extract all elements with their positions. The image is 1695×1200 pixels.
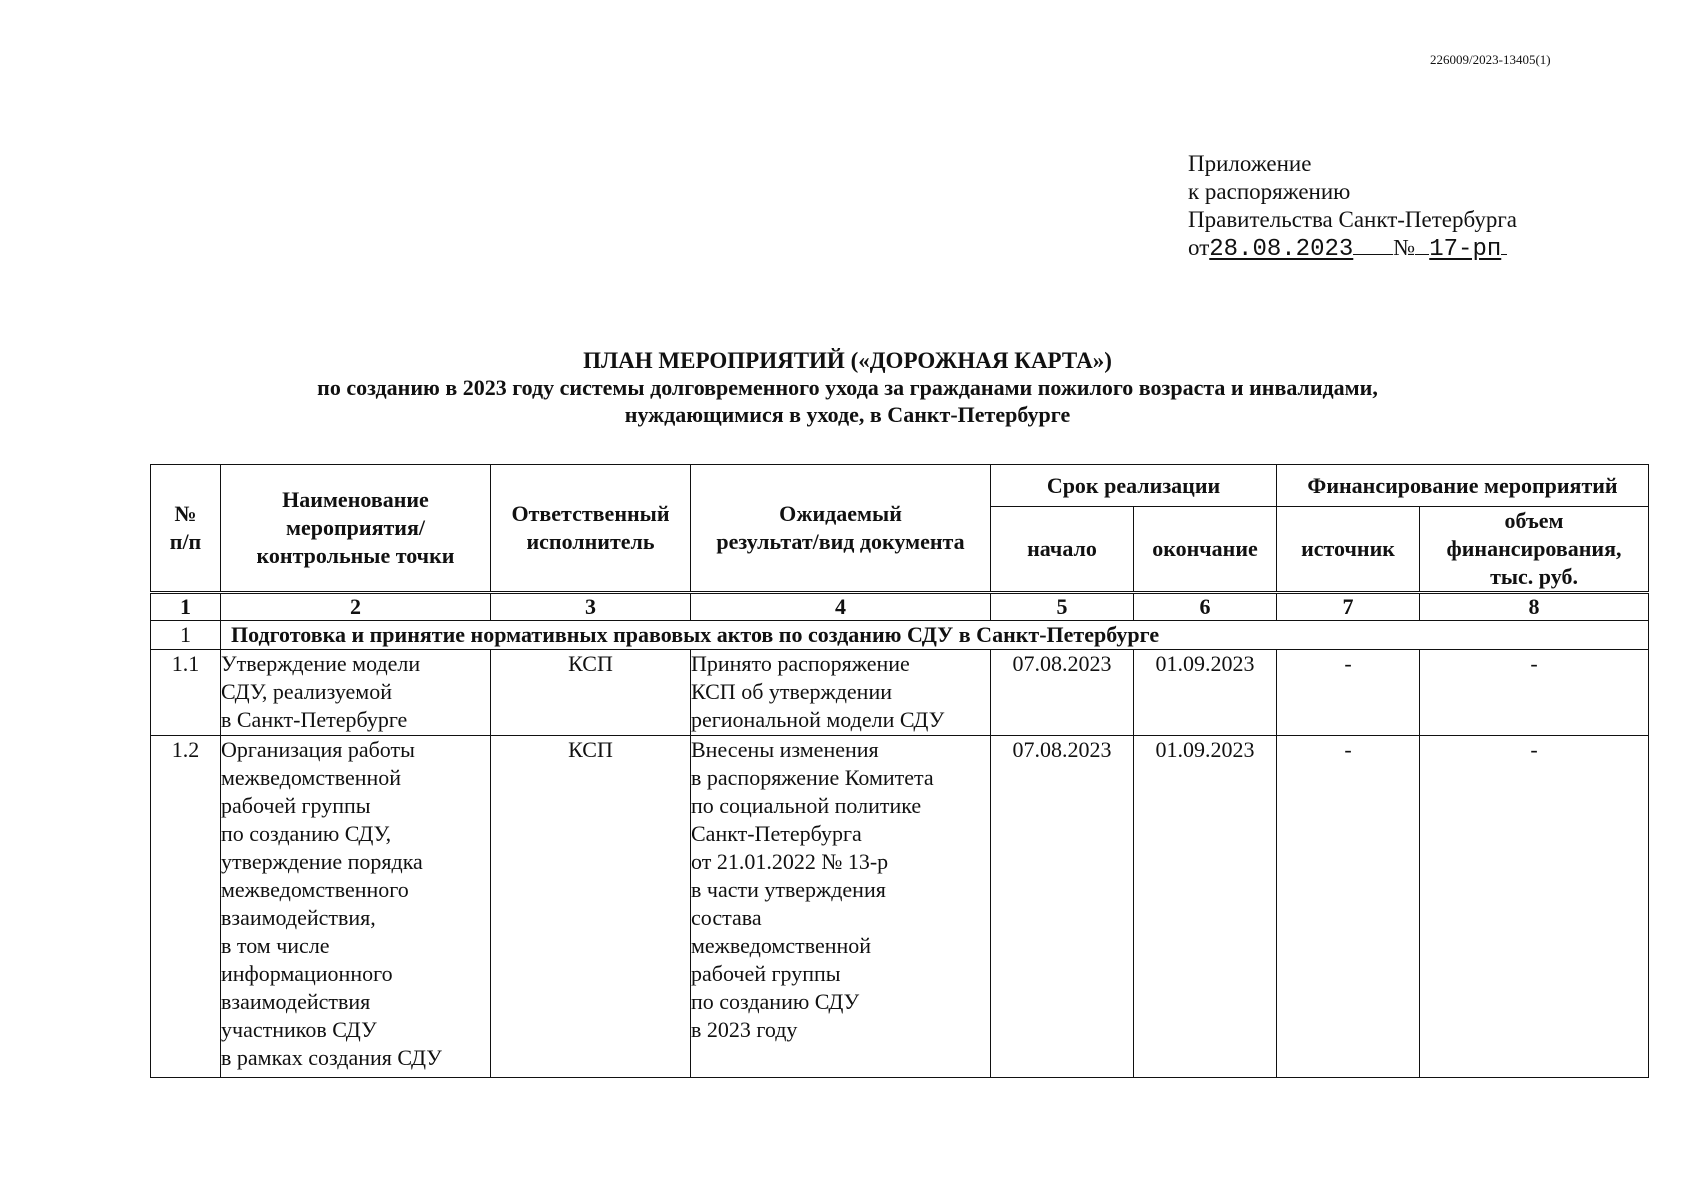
row-start-date: 07.08.2023: [991, 736, 1134, 1078]
header-number: № п/п: [151, 465, 221, 593]
plan-title: [0, 347, 1695, 428]
row-result: Принято распоряжение КСП об утверждении региональной модели СДУ: [691, 650, 991, 736]
section-row: [151, 621, 1649, 650]
plan-title-main: ПЛАН МЕРОПРИЯТИЙ («ДОРОЖНАЯ КАРТА»): [583, 348, 1112, 373]
appendix-line-1: Приложение: [1188, 151, 1312, 176]
order-date: 28.08.2023: [1209, 236, 1354, 263]
row-name: Утверждение модели СДУ, реализуемой в Санкт-Петербурге: [221, 650, 491, 736]
table-row: [151, 736, 1649, 1078]
number-underline-end: [1501, 234, 1507, 255]
column-number: 6: [1134, 593, 1277, 621]
order-number: 17-рп: [1429, 236, 1502, 263]
document-registration-number: 226009/2023-13405(1): [1430, 52, 1551, 67]
header-financing: Финансирование мероприятий: [1277, 465, 1649, 507]
row-end-date: 01.09.2023: [1134, 736, 1277, 1078]
plan-title-sub-2: нуждающимися в уходе, в Санкт-Петербурге: [624, 402, 1071, 427]
header-volume: объем финансирования, тыс. руб.: [1420, 507, 1649, 593]
row-executor: КСП: [491, 650, 691, 736]
date-underline: [1353, 234, 1393, 255]
row-start-date: 07.08.2023: [991, 650, 1134, 736]
row-volume: -: [1420, 736, 1649, 1078]
column-number: 3: [491, 593, 691, 621]
row-end-date: 01.09.2023: [1134, 650, 1277, 736]
row-source: -: [1277, 650, 1420, 736]
from-label: от: [1188, 235, 1210, 260]
appendix-block: [1188, 150, 1517, 264]
roadmap-table: [150, 464, 1649, 1078]
header-end: окончание: [1134, 507, 1277, 593]
header-executor: Ответственный исполнитель: [491, 465, 691, 593]
section-number: 1: [151, 621, 221, 650]
appendix-line-3: Правительства Санкт-Петербурга: [1188, 207, 1517, 232]
number-label: №: [1393, 235, 1416, 260]
section-title: Подготовка и принятие нормативных правовых актов по созданию СДУ в Санкт-Петербурге: [221, 621, 1649, 650]
row-source: -: [1277, 736, 1420, 1078]
appendix-line-2: к распоряжению: [1188, 179, 1351, 204]
column-number: 7: [1277, 593, 1420, 621]
column-number: 2: [221, 593, 491, 621]
column-number: 8: [1420, 593, 1649, 621]
column-number: 5: [991, 593, 1134, 621]
row-volume: -: [1420, 650, 1649, 736]
header-name: Наименование мероприятия/ контрольные точки: [221, 465, 491, 593]
row-name: Организация работы межведомственной рабочей группы по созданию СДУ, утверждение порядка межведомственного взаимодействия, в том числе информационного взаимодействия участников СДУ в рамках создания СДУ: [221, 736, 491, 1078]
column-number-row: [151, 593, 1649, 621]
row-number: 1.1: [151, 650, 221, 736]
header-result: Ожидаемый результат/вид документа: [691, 465, 991, 593]
column-number: 4: [691, 593, 991, 621]
header-term: Срок реализации: [991, 465, 1277, 507]
column-number: 1: [151, 593, 221, 621]
row-executor: КСП: [491, 736, 691, 1078]
appendix-order-line: [1188, 234, 1517, 264]
header-start: начало: [991, 507, 1134, 593]
header-source: источник: [1277, 507, 1420, 593]
row-number: 1.2: [151, 736, 221, 1078]
plan-title-sub-1: по созданию в 2023 году системы долговременного ухода за гражданами пожилого возраста и инвалидами,: [317, 375, 1378, 400]
row-result: Внесены изменения в распоряжение Комитета по социальной политике Санкт-Петербурга от 21.01.2022 № 13-р в части утверждения состава межведомственной рабочей группы по созданию СДУ в 2023 году: [691, 736, 991, 1078]
table-row: [151, 650, 1649, 736]
number-underline: [1415, 234, 1429, 255]
